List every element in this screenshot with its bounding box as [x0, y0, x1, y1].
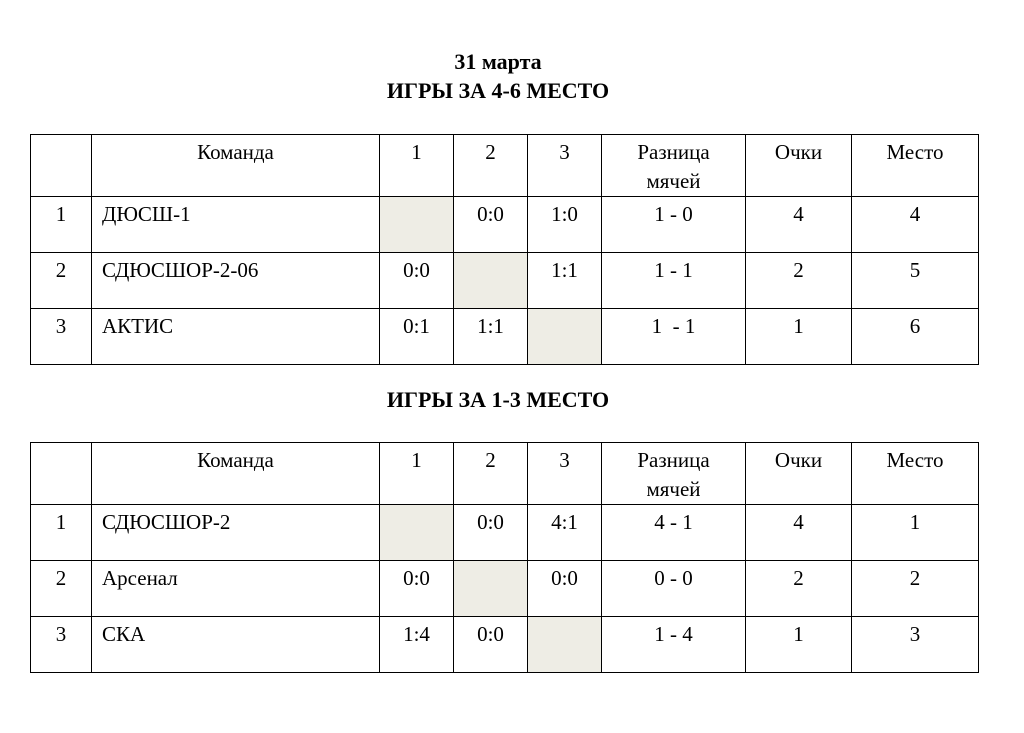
header-game-2: 2 — [454, 135, 528, 197]
page-date: 31 марта — [454, 49, 542, 74]
score-cell-self — [380, 197, 454, 253]
goal-difference: 1 - 1 — [602, 253, 746, 309]
team-name: СДЮСШОР-2-06 — [92, 253, 380, 309]
points: 2 — [746, 253, 852, 309]
standings-table-2 — [30, 442, 979, 673]
header-game-1: 1 — [380, 443, 454, 505]
score-cell: 1:1 — [528, 253, 602, 309]
row-number: 3 — [31, 309, 92, 365]
row-number: 2 — [31, 561, 92, 617]
header-game-3: 3 — [528, 443, 602, 505]
table-row — [31, 253, 979, 309]
header-points: Очки — [746, 443, 852, 505]
place: 6 — [852, 309, 979, 365]
score-cell: 0:0 — [380, 561, 454, 617]
goal-difference: 1 - 0 — [602, 197, 746, 253]
table-header-row — [31, 135, 979, 197]
team-name: ДЮСШ-1 — [92, 197, 380, 253]
table-row — [31, 561, 979, 617]
header-goal-difference — [602, 443, 746, 505]
points: 4 — [746, 197, 852, 253]
row-number: 1 — [31, 505, 92, 561]
header-place: Место — [852, 443, 979, 505]
score-cell: 4:1 — [528, 505, 602, 561]
score-cell-self — [454, 253, 528, 309]
table-row — [31, 197, 979, 253]
place: 2 — [852, 561, 979, 617]
goal-difference: 4 - 1 — [602, 505, 746, 561]
team-name: Арсенал — [92, 561, 380, 617]
table-row — [31, 309, 979, 365]
score-cell: 0:0 — [454, 617, 528, 673]
header-game-1: 1 — [380, 135, 454, 197]
team-name: СДЮСШОР-2 — [92, 505, 380, 561]
place: 4 — [852, 197, 979, 253]
score-cell: 0:0 — [454, 197, 528, 253]
header-goal-difference — [602, 135, 746, 197]
header-number — [31, 135, 92, 197]
score-cell-self — [528, 309, 602, 365]
score-cell: 1:0 — [528, 197, 602, 253]
score-cell-self — [454, 561, 528, 617]
team-name: СКА — [92, 617, 380, 673]
points: 1 — [746, 309, 852, 365]
team-name: АКТИС — [92, 309, 380, 365]
goal-difference: 0 - 0 — [602, 561, 746, 617]
points: 2 — [746, 561, 852, 617]
score-cell: 1:4 — [380, 617, 454, 673]
points: 1 — [746, 617, 852, 673]
table-header-row — [31, 443, 979, 505]
goal-difference: 1 - 1 — [602, 309, 746, 365]
score-cell: 0:0 — [380, 253, 454, 309]
table-row — [31, 617, 979, 673]
table-2-title: ИГРЫ ЗА 1-3 МЕСТО — [386, 387, 610, 412]
goal-difference: 1 - 4 — [602, 617, 746, 673]
header-game-2: 2 — [454, 443, 528, 505]
header-team: Команда — [92, 443, 380, 505]
header-number — [31, 443, 92, 505]
points: 4 — [746, 505, 852, 561]
score-cell: 0:1 — [380, 309, 454, 365]
score-cell: 1:1 — [454, 309, 528, 365]
row-number: 3 — [31, 617, 92, 673]
table-row — [31, 505, 979, 561]
score-cell-self — [528, 617, 602, 673]
row-number: 2 — [31, 253, 92, 309]
score-cell: 0:0 — [528, 561, 602, 617]
score-cell-self — [380, 505, 454, 561]
header-place: Место — [852, 135, 979, 197]
table-1-title: ИГРЫ ЗА 4-6 МЕСТО — [386, 78, 610, 103]
header-team: Команда — [92, 135, 380, 197]
place: 1 — [852, 505, 979, 561]
header-points: Очки — [746, 135, 852, 197]
header-diff-line-2: мячей — [646, 169, 701, 193]
standings-table-1 — [30, 134, 979, 365]
header-diff-line-1: Разница — [637, 448, 710, 472]
header-diff-line-1: Разница — [637, 140, 710, 164]
place: 5 — [852, 253, 979, 309]
header-game-3: 3 — [528, 135, 602, 197]
row-number: 1 — [31, 197, 92, 253]
place: 3 — [852, 617, 979, 673]
score-cell: 0:0 — [454, 505, 528, 561]
header-diff-line-2: мячей — [646, 477, 701, 501]
